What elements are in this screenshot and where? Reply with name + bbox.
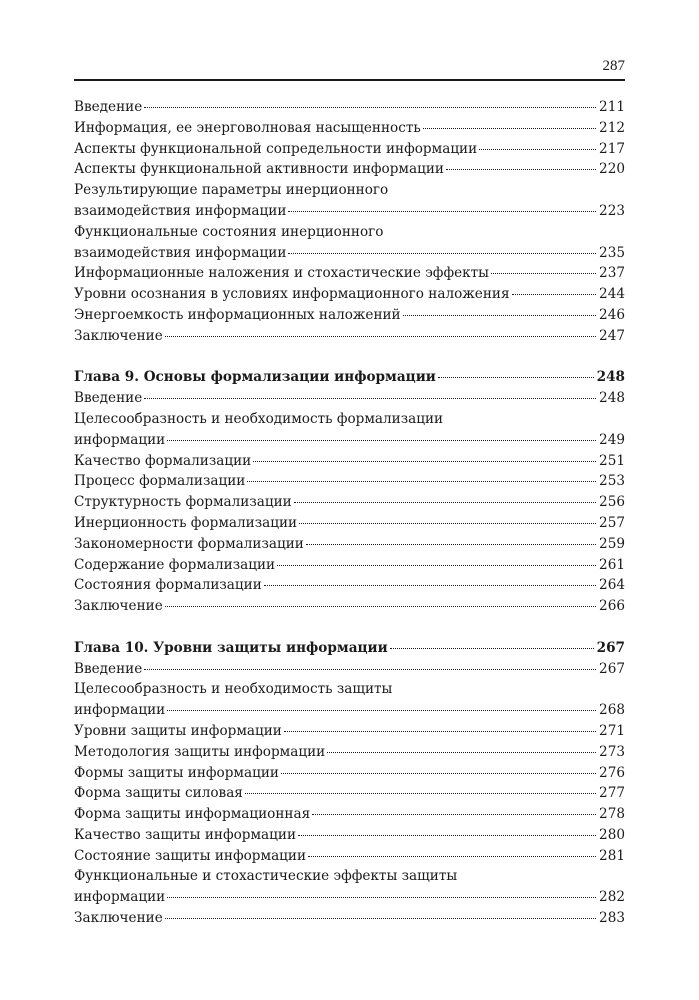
toc-entry-page: 283 (599, 910, 625, 927)
toc-entry (74, 804, 625, 825)
toc-entry-title-line: Целесообразность и необходимость защиты (74, 681, 393, 698)
toc-entry (74, 471, 625, 492)
toc-entry-page: 223 (599, 202, 625, 219)
dot-leader (512, 294, 597, 295)
toc-entry-title-line: Функциональные и стохастические эффекты защиты (74, 868, 458, 885)
toc-entry-page: 259 (599, 535, 625, 552)
toc-entry-title: информации (74, 702, 166, 719)
toc-entry-title: Аспекты функциональной активности информации (74, 161, 444, 178)
toc-entry-title: Уровни защиты информации (74, 722, 282, 739)
dot-leader (167, 710, 596, 711)
toc-entry-page: 266 (599, 598, 625, 615)
toc-entry (74, 575, 625, 596)
toc-entry-title: Заключение (74, 910, 163, 927)
dot-leader (403, 315, 596, 316)
toc-entry (74, 721, 625, 742)
toc-entry-page: 273 (599, 743, 625, 760)
chapter-heading-title: Глава 10. Уровни защиты информации (74, 639, 388, 656)
toc-entry (74, 451, 625, 472)
toc-entry-page: 278 (599, 806, 625, 823)
toc-entry-title: Структурность формализации (74, 494, 292, 511)
toc-entry (74, 659, 625, 680)
header-rule (74, 79, 625, 81)
dot-leader (144, 669, 596, 670)
toc-entry-title: Форма защиты информационная (74, 806, 311, 823)
toc-entry-title: Энергоемкость информационных наложений (74, 306, 401, 323)
dot-leader (327, 752, 596, 753)
chapter-heading (74, 638, 625, 659)
dot-leader (288, 253, 596, 254)
toc-entry (74, 305, 625, 326)
toc-entry-title: Информационные наложения и стохастические эффекты (74, 265, 489, 282)
toc-entry-title: информации (74, 431, 166, 448)
toc-entry-title: Форма защиты силовая (74, 785, 243, 802)
chapter-heading-title: Глава 9. Основы формализации информации (74, 369, 436, 386)
toc-entry (74, 763, 625, 784)
toc-entry (74, 159, 625, 180)
chapter-heading-page: 248 (596, 369, 625, 386)
toc-entry-page: 235 (599, 244, 625, 261)
dot-leader (144, 107, 596, 108)
dot-leader (308, 856, 596, 857)
page-number: 287 (602, 58, 625, 74)
toc-entry-title: Введение (74, 390, 143, 407)
toc-section (74, 97, 625, 347)
dot-leader (284, 731, 596, 732)
toc-entry-page: 282 (599, 889, 625, 906)
toc-entry (74, 534, 625, 555)
toc-entry-title: информации (74, 889, 166, 906)
dot-leader (264, 585, 596, 586)
toc-entry-page: 276 (599, 764, 625, 781)
chapter-heading-page: 267 (596, 639, 625, 656)
dot-leader (446, 169, 596, 170)
toc-entry-title: Уровни осознания в условиях информационного наложения (74, 286, 510, 303)
toc-entry-title: Информация, ее энерговолновая насыщенность (74, 119, 421, 136)
dot-leader (281, 773, 596, 774)
toc-entry-page: 248 (599, 390, 625, 407)
toc-entry (74, 908, 625, 929)
toc-entry (74, 742, 625, 763)
toc-entry-title: Состояние защиты информации (74, 847, 307, 864)
toc-entry-title: Введение (74, 660, 143, 677)
dot-leader (167, 897, 596, 898)
toc-entry-page: 253 (599, 473, 625, 490)
toc-entry-title: Процесс формализации (74, 473, 246, 490)
dot-leader (298, 835, 596, 836)
dot-leader (312, 814, 596, 815)
table-of-contents (74, 97, 625, 929)
dot-leader (491, 273, 596, 274)
toc-entry-page: 246 (599, 306, 625, 323)
toc-entry-page: 211 (599, 99, 625, 115)
toc-entry-page: 257 (599, 514, 625, 531)
toc-entry (74, 513, 625, 534)
toc-entry (74, 243, 625, 264)
toc-entry-title: Введение (74, 99, 143, 115)
dot-leader (277, 565, 596, 566)
toc-entry (74, 118, 625, 139)
toc-entry (74, 326, 625, 347)
toc-entry-page: 220 (599, 161, 625, 178)
toc-entry-title: взаимодействия информации (74, 202, 287, 219)
dot-leader (167, 440, 596, 441)
dot-leader (294, 502, 596, 503)
toc-entry (74, 201, 625, 222)
toc-entry (74, 430, 625, 451)
toc-entry-title: Инерционность формализации (74, 514, 298, 531)
toc-entry-title-line: Результирующие параметры инерционного (74, 182, 389, 199)
toc-entry (74, 783, 625, 804)
toc-entry (74, 825, 625, 846)
toc-entry-title-line: Функциональные состояния инерционного (74, 223, 384, 240)
dot-leader (306, 544, 596, 545)
dot-leader (165, 606, 596, 607)
toc-section (74, 638, 625, 929)
toc-entry-title: Формы защиты информации (74, 764, 279, 781)
toc-entry-title: взаимодействия информации (74, 244, 287, 261)
toc-entry (74, 284, 625, 305)
dot-leader (423, 128, 596, 129)
dot-leader (245, 793, 596, 794)
toc-entry (74, 492, 625, 513)
dot-leader (299, 523, 596, 524)
toc-entry (74, 700, 625, 721)
toc-entry-title: Содержание формализации (74, 556, 276, 573)
dot-leader (247, 481, 596, 482)
dot-leader (165, 336, 596, 337)
toc-entry-title: Заключение (74, 598, 163, 615)
toc-entry-title: Методология защиты информации (74, 743, 326, 760)
toc-entry (74, 887, 625, 908)
toc-entry-title: Аспекты функциональной сопредельности информации (74, 140, 478, 157)
toc-entry-page: 280 (599, 826, 625, 843)
toc-entry-page: 217 (599, 140, 625, 157)
toc-entry-page: 247 (599, 327, 625, 344)
toc-entry-title: Заключение (74, 327, 163, 344)
toc-entry-page: 281 (599, 847, 625, 864)
toc-entry-page: 251 (599, 452, 625, 469)
toc-entry-page: 261 (599, 556, 625, 573)
dot-leader (144, 398, 596, 399)
toc-entry-page: 244 (599, 286, 625, 303)
toc-entry-page: 267 (599, 660, 625, 677)
toc-entry-title-line: Целесообразность и необходимость формализации (74, 410, 444, 427)
dot-leader (253, 461, 596, 462)
toc-entry-page: 237 (599, 265, 625, 282)
toc-entry-title: Закономерности формализации (74, 535, 304, 552)
toc-entry (74, 97, 625, 118)
toc-entry-title: Качество формализации (74, 452, 252, 469)
toc-section (74, 367, 625, 617)
toc-entry-page: 264 (599, 577, 625, 594)
toc-entry-page: 268 (599, 702, 625, 719)
toc-entry (74, 388, 625, 409)
dot-leader (479, 149, 596, 150)
dot-leader (288, 211, 596, 212)
toc-entry (74, 555, 625, 576)
toc-entry-page: 249 (599, 431, 625, 448)
toc-entry-page: 256 (599, 494, 625, 511)
chapter-heading (74, 367, 625, 388)
dot-leader (390, 648, 594, 649)
toc-entry-title: Состояния формализации (74, 577, 262, 594)
toc-entry (74, 846, 625, 867)
toc-entry-page: 277 (599, 785, 625, 802)
toc-entry-page: 271 (599, 722, 625, 739)
dot-leader (165, 918, 596, 919)
toc-entry (74, 263, 625, 284)
toc-entry (74, 139, 625, 160)
toc-entry-page: 212 (599, 119, 625, 136)
dot-leader (438, 377, 594, 378)
toc-entry (74, 596, 625, 617)
toc-entry-title: Качество защиты информации (74, 826, 297, 843)
